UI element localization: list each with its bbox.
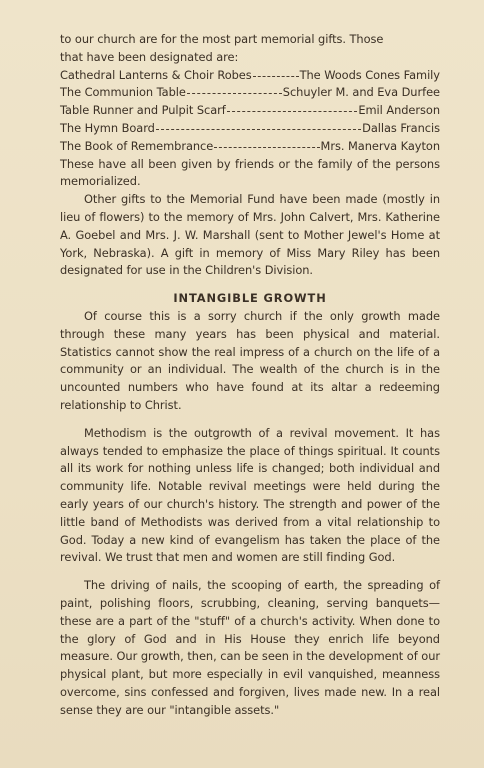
dedication-donor: Schuyler M. and Eva Durfee [282,85,440,100]
paragraph-gap [60,415,440,425]
dedication-item: The Hymn Board [60,120,155,135]
dot-leader [253,76,299,77]
dot-leader [214,147,319,148]
paragraph-gap [60,567,440,577]
dedication-donor: Dallas Francis [362,120,440,135]
dedication-row [60,102,440,120]
dedication-item: Cathedral Lanterns & Choir Robes [60,67,252,82]
dot-leader [156,129,361,130]
dedication-donor: Emil Anderson [358,103,440,118]
dedication-row [60,84,440,102]
text-column [60,31,440,719]
dedication-item: Table Runner and Pulpit Scarf [60,103,226,118]
memorial-paragraph: These have all been given by friends or the family of the persons memorialized. [60,156,440,189]
intro-line-2: that have been designated are: [60,49,239,64]
dot-leader [187,93,282,94]
methodism-paragraph: Methodism is the outgrowth of a revival movement. It has always tended to emphasize the place of things spiritual. It counts all its work for nothing unless life is changed; both individual and community life. Notable revival meetings were held during the early years of our church's history. The strength and power of the little band of Methodists was derived from a vital relationship to God. Today a new kind of evangelism has taken the place of the revival. We trust that men and women are still finding God. [60,425,440,565]
other-gifts-paragraph: Other gifts to the Memorial Fund have been made (mostly in lieu of flowers) to the memory of Mrs. John Calvert, Mrs. Katherine A. Goebel and Mrs. J. W. Marshall (sent to Mother Jewel's Home at York, Nebraska). A gift in memory of Miss Mary Riley has been designated for use in the Children's Division. [60,192,440,278]
dedication-row [60,120,440,138]
dedication-donor: The Woods Cones Family [299,67,440,82]
dedication-list [60,67,440,156]
dedication-item: The Communion Table [60,85,186,100]
dedication-item: The Book of Remembrance [60,138,214,153]
dedication-donor: Mrs. Manerva Kayton [320,138,440,153]
activity-paragraph: The driving of nails, the scooping of earth, the spreading of paint, polishing floors, scrubbing, cleaning, serving banquets—these are a part of the "stuff" of a church's activity. When done to the glory of God and in His House they enrich life beyond measure. Our growth, then, can be seen in the development of our physical plant, but more especially in evil vanquished, meanness overcome, sins confessed and forgiven, lives made new. In a real sense they are our "intangible assets." [60,578,440,717]
intro-line-1: to our church are for the most part memorial gifts. Those [60,32,384,46]
dot-leader [227,111,358,112]
growth-paragraph: Of course this is a sorry church if the only growth made through these many years has been physical and material. Statistics cannot show the real impress of a church on the life of a community or an individual. The wealth of the church is in the uncounted numbers who have found at its altar a redeeming relationship to Christ. [60,308,440,412]
dedication-row [60,67,440,85]
dedication-row [60,138,440,156]
section-heading: INTANGIBLE GROWTH [173,291,327,306]
